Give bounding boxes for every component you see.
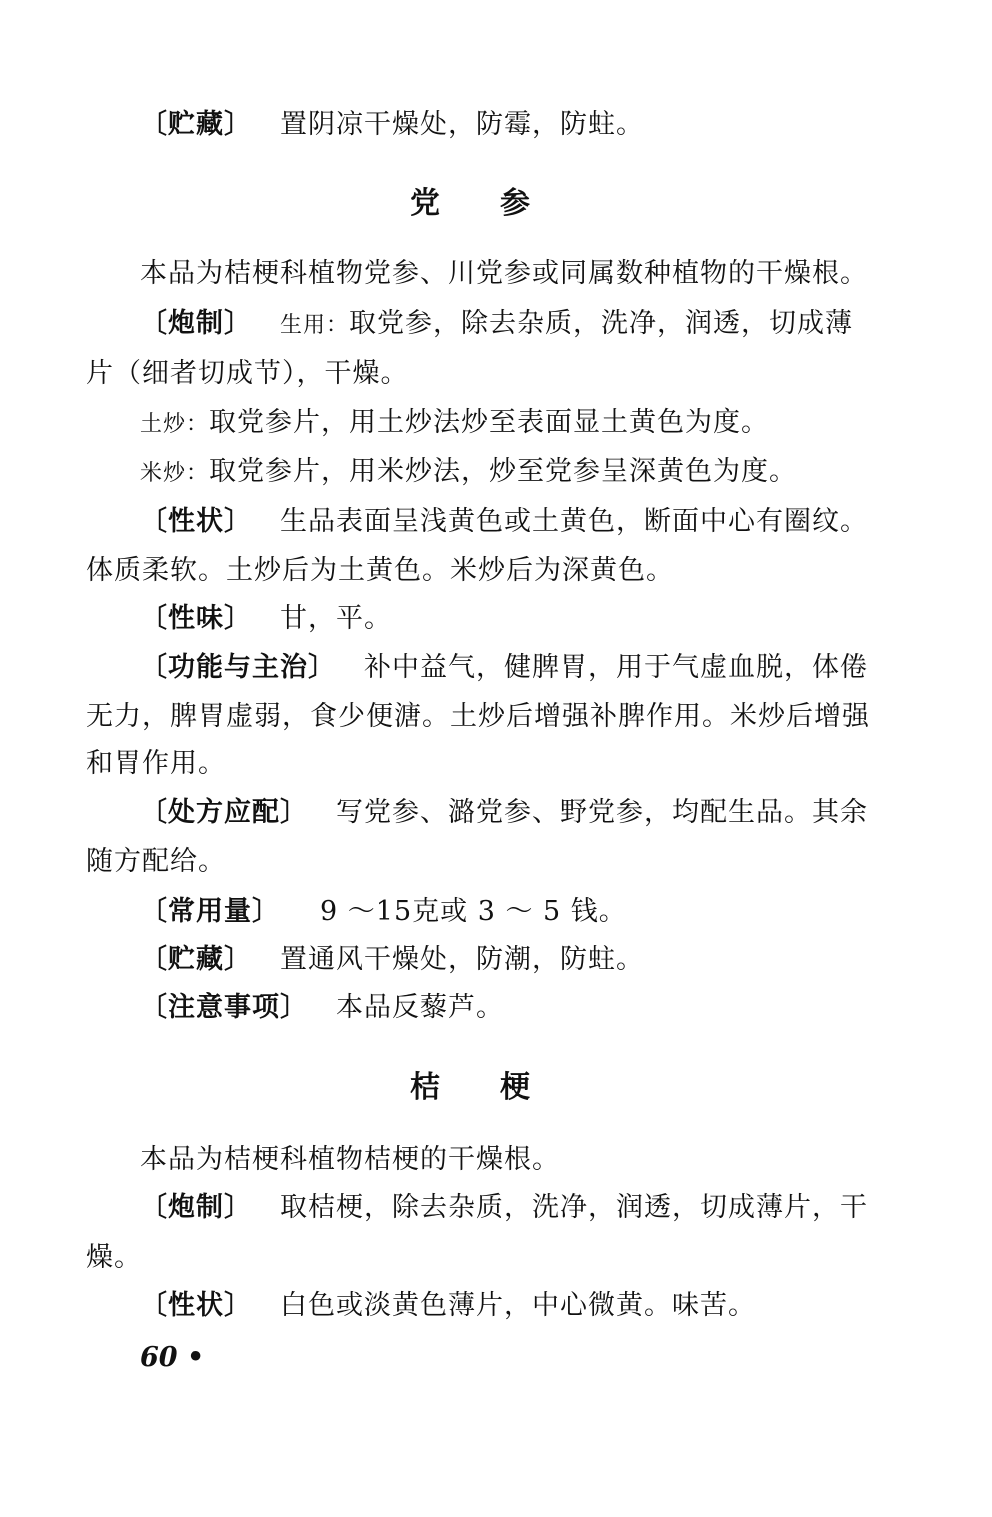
jiegeng-paozhi-text-1: 取桔梗，除去杂质，洗净，润透，切成薄片，干	[280, 1192, 868, 1223]
dangshen-zhuyi	[140, 990, 992, 1026]
michao-text: 取党参片，用米炒法，炒至党参呈深黄色为度。	[209, 456, 798, 487]
dangshen-zhucang	[140, 942, 992, 978]
dangshen-title-char-1: 党	[410, 186, 440, 221]
jiegeng-xingzhuang-text: 白色或淡黄色薄片，中心微黄。味苦。	[280, 1290, 756, 1321]
gongneng-label: 〔功能与主治〕	[140, 652, 336, 683]
zhuyi-text: 本品反藜芦。	[336, 992, 504, 1023]
dangshen-gongneng-line-1	[140, 650, 992, 686]
chufang-text-1: 写党参、潞党参、野党参，均配生品。其余	[336, 797, 868, 828]
jiegeng-title-char-2: 梗	[500, 1070, 530, 1105]
zhucang-text: 置通风干燥处，防潮，防蛀。	[280, 944, 644, 975]
dangshen-michao	[140, 454, 992, 492]
dangshen-xingzhuang-line-2: 体质柔软。土炒后为土黄色。米炒后为深黄色。	[86, 555, 674, 586]
yongliang-label: 〔常用量〕	[140, 896, 280, 927]
dangshen-tuchao	[140, 405, 992, 443]
dangshen-chufang-line-1	[140, 795, 992, 831]
xingwei-label: 〔性味〕	[140, 603, 252, 634]
jiegeng-intro: 本品为桔梗科植物桔梗的干燥根。	[140, 1144, 560, 1175]
jiegeng-paozhi-line-2: 燥。	[86, 1242, 142, 1273]
michao-sub: 米炒：	[140, 461, 210, 486]
gongneng-text-1: 补中益气，健脾胃，用于气虚血脱，体倦	[364, 652, 868, 683]
page-number: 60 •	[140, 1342, 205, 1373]
yongliang-text: 9 ～15克或 3 ～ 5 钱。	[320, 896, 627, 927]
dangshen-gongneng-line-3: 和胃作用。	[86, 748, 226, 779]
jiegeng-xingzhuang	[140, 1288, 992, 1324]
tuchao-sub: 土炒：	[140, 412, 210, 437]
storage-text: 置阴凉干燥处，防霉，防蛀。	[280, 109, 644, 140]
dangshen-title-char-2: 参	[500, 186, 530, 221]
xingwei-text: 甘，平。	[280, 603, 392, 634]
storage-label: 〔贮藏〕	[140, 109, 252, 140]
dangshen-gongneng-line-2: 无力，脾胃虚弱，食少便溏。土炒后增强补脾作用。米炒后增强	[86, 701, 870, 732]
paozhi-text-1: 取党参，除去杂质，洗净，润透，切成薄	[349, 308, 854, 339]
zhucang-label: 〔贮藏〕	[140, 944, 252, 975]
dangshen-chufang-line-2: 随方配给。	[86, 846, 226, 877]
dangshen-xingwei	[140, 601, 992, 637]
dangshen-yongliang	[140, 894, 992, 930]
jiegeng-paozhi-line-1	[140, 1190, 992, 1226]
xingzhuang-label: 〔性状〕	[140, 506, 252, 537]
chufang-label: 〔处方应配〕	[140, 797, 308, 828]
paozhi-label: 〔炮制〕	[140, 308, 252, 339]
storage-entry-top	[140, 107, 992, 143]
dangshen-paozhi-line-1	[140, 306, 992, 344]
jiegeng-xingzhuang-label: 〔性状〕	[140, 1290, 252, 1321]
dangshen-xingzhuang-line-1	[140, 504, 992, 540]
paozhi-sub: 生用：	[280, 313, 350, 338]
dangshen-paozhi-line-2: 片（细者切成节），干燥。	[86, 358, 409, 389]
zhuyi-label: 〔注意事项〕	[140, 992, 308, 1023]
jiegeng-title-char-1: 桔	[410, 1070, 440, 1105]
dangshen-intro: 本品为桔梗科植物党参、川党参或同属数种植物的干燥根。	[140, 258, 868, 289]
xingzhuang-text-1: 生品表面呈浅黄色或土黄色，断面中心有圈纹。	[280, 506, 868, 537]
tuchao-text: 取党参片，用土炒法炒至表面显土黄色为度。	[209, 407, 770, 438]
jiegeng-paozhi-label: 〔炮制〕	[140, 1192, 252, 1223]
